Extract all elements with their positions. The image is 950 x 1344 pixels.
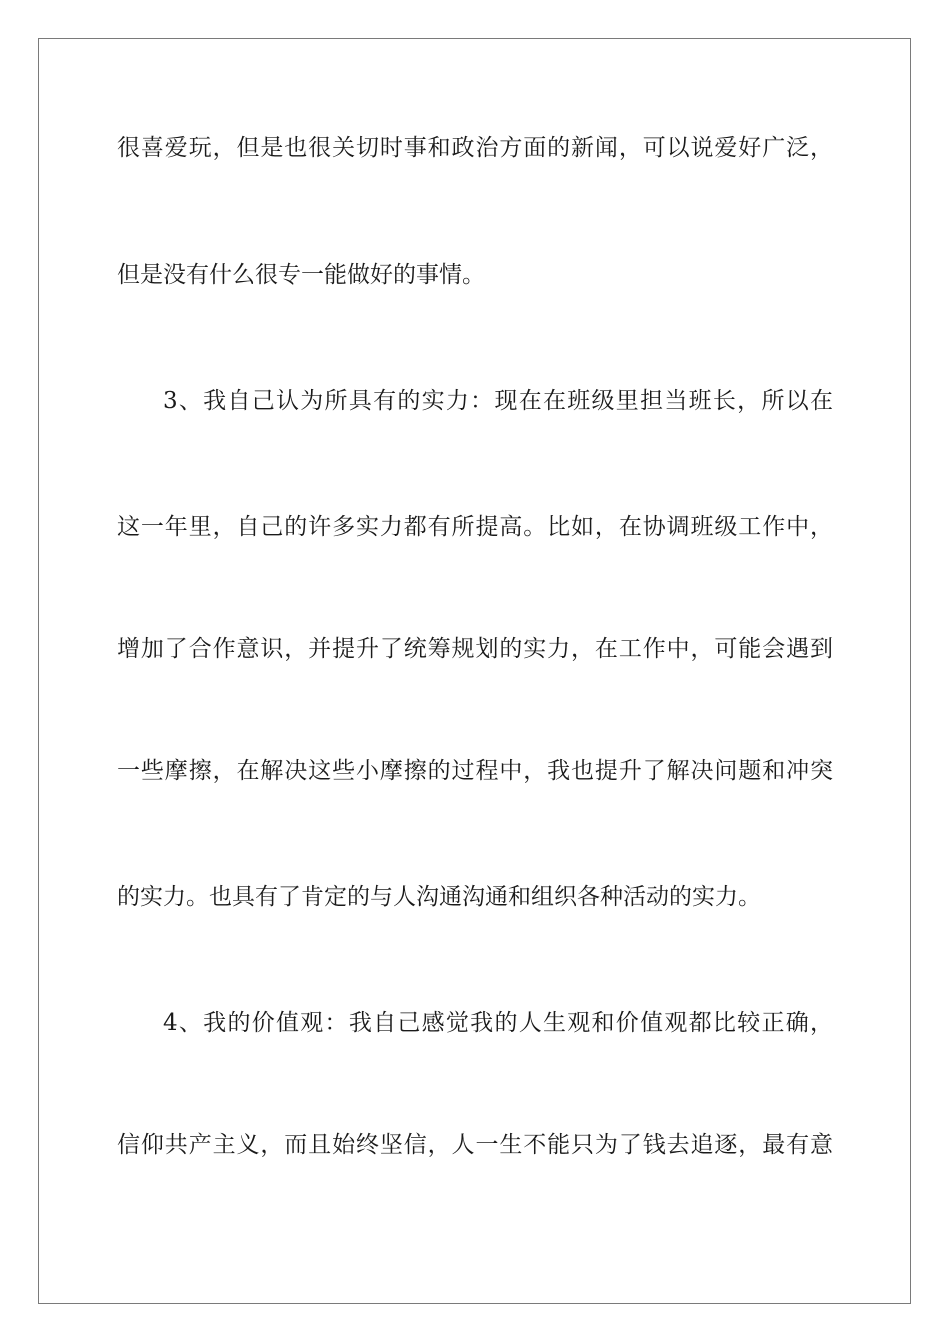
text-line-3: 3、我自己认为所具有的实力：现在在班级里担当班长，所以在 — [163, 388, 833, 414]
text-line-5: 增加了合作意识，并提升了统筹规划的实力，在工作中，可能会遇到 — [117, 636, 833, 662]
text-line-7: 的实力。也具有了肯定的与人沟通沟通和组织各种活动的实力。 — [117, 884, 761, 910]
text-line-4: 这一年里，自己的许多实力都有所提高。比如，在协调班级工作中， — [117, 514, 833, 540]
text-line-9: 信仰共产主义，而且始终坚信，人一生不能只为了钱去追逐，最有意 — [117, 1132, 833, 1158]
text-line-6: 一些摩擦，在解决这些小摩擦的过程中，我也提升了解决问题和冲突 — [117, 758, 833, 784]
text-line-2: 但是没有什么很专一能做好的事情。 — [117, 262, 485, 288]
text-line-8: 4、我的价值观：我自己感觉我的人生观和价值观都比较正确， — [163, 1010, 833, 1036]
text-line-1: 很喜爱玩，但是也很关切时事和政治方面的新闻，可以说爱好广泛， — [117, 135, 833, 161]
page-frame — [38, 38, 911, 1304]
